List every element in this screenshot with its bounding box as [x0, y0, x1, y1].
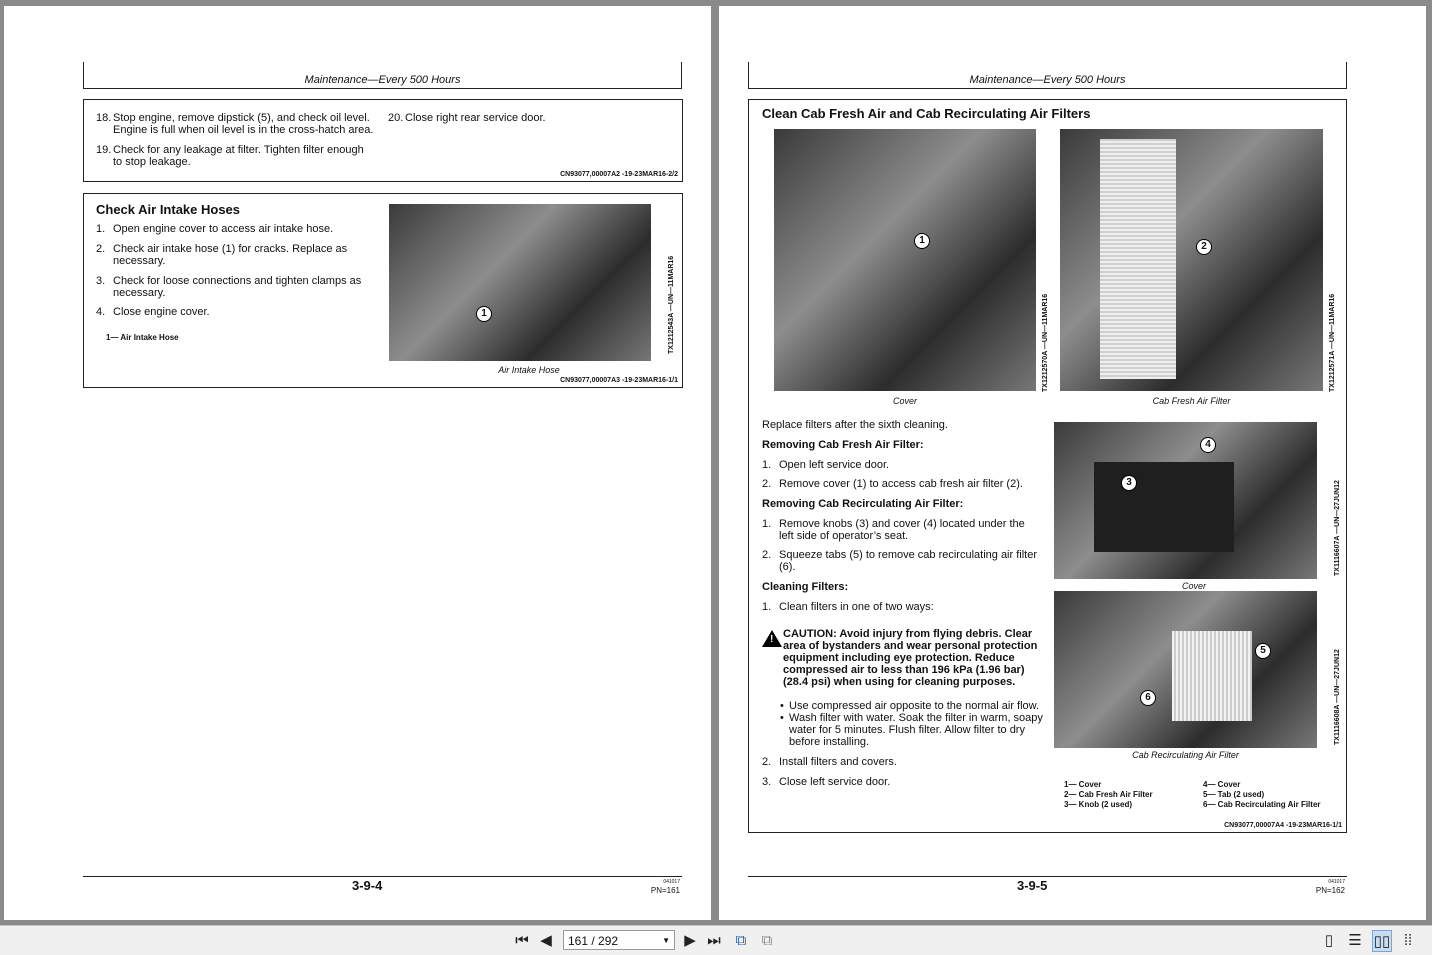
next-page-icon[interactable]: ▶ [684, 932, 696, 949]
callout-6: 6 [1140, 690, 1156, 706]
subheading-recirc: Removing Cab Recirculating Air Filter: [762, 498, 964, 510]
photo-code: TX1212543A —UN—11MAR16 [668, 255, 675, 354]
callout-4: 4 [1200, 437, 1216, 453]
callout-3: 3 [1121, 475, 1137, 491]
fit-width-icon[interactable]: ⧉ [761, 932, 773, 949]
photo1-caption: Cover [892, 396, 917, 406]
cover-photo [774, 129, 1036, 391]
chevron-down-icon: ▼ [662, 936, 670, 945]
photo3-code: TX1116607A —UN—27JUN12 [1334, 480, 1341, 576]
filters-section: Clean Cab Fresh Air and Cab Recirculating Air Filters 1 TX1212570A —UN—11MAR16 Cover 2 TX1212571A —UN—11MAR16 Cab Fresh Air Filter Replace filters after the sixth cleaning. Removing Cab Fresh Air Filter: 1. Open left service door. 2. Remove cover (1) to access cab fresh air filter (2). Removing Cab Recirculating Air Filter: 1. Remove knobs (3) and cover (4) located under the left side of operator’s seat. 2. Squeeze tabs (5) to remove cab recirculating air filter (6). Cleaning Filters: 1. Clean filters in one of two ways: ! CAUTION: Avoid injury from flying debris. Clear area of bystanders and wear personal protection equipment including eye protection. Reduce compressed air to less than 196 kPa (1.96 bar) (28.4 psi) when using for cleaning purposes. • Use compressed air opposite to the normal air flow. • Wash filter with water. Soak the filter in warm, soapy water for 5 minutes. Flush filter. Allow filter to dry before installing. 2. Install filters and covers. 3. Close left service door. 3 4 TX1116607A —UN—27JUN12 Cover 5 6 TX1116608A —UN—27JUN12 Cab Recirculating Air Filter 1— Cover 2— Cab Fresh Air Filter 3— Knob (2 used) 4— Cover 5— Tab (2 used) 6— Cab Recirculating Air Filter CN93077,00007A4 -19-23MAR16-1/1 [748, 99, 1347, 833]
photo-caption: Air Intake Hose [498, 365, 560, 375]
pn-small: 041017 [1328, 879, 1345, 885]
photo3-caption: Cover [1181, 581, 1206, 591]
legend-col-1: 1— Cover 2— Cab Fresh Air Filter 3— Knob (2 used) [1064, 780, 1153, 809]
air-intake-section: Check Air Intake Hoses 1. Open engine cover to access air intake hose. 2. Check air intake hose (1) for cracks. Replace as necessary. 3. Check for loose connections and tighten clamps as necessary. 4. Close engine cover. 1— Air Intake Hose 1 TX1212543A —UN—11MAR16 Air Intake Hose CN93077,00007A3 -19-23MAR16-1/1 [83, 193, 683, 388]
right-page [719, 6, 1426, 920]
page-number: 3-9-4 [352, 878, 383, 893]
prev-page-icon[interactable]: ◀ [540, 932, 552, 949]
subheading-cleaning: Cleaning Filters: [762, 581, 849, 593]
continuous-icon[interactable]: ☰ [1348, 932, 1362, 949]
footer-rule [83, 876, 682, 877]
bullet-2: Wash filter with water. Soak the filter in warm, soapy water for 5 minutes. Flush filter. Allow filter to dry before installing. [789, 712, 1043, 748]
photo1-code: TX1212570A —UN—11MAR16 [1042, 293, 1049, 392]
pn-small: 041017 [663, 879, 680, 885]
warning-icon: ! [762, 630, 782, 647]
caution-text: CAUTION: Avoid injury from flying debris. Clear area of bystanders and wear personal protection equipment including eye protection. Reduce compressed air to less than 196 kPa (1.96 bar) (28.4 psi) when using for cleaning purposes. [783, 628, 1038, 688]
subheading-fresh: Removing Cab Fresh Air Filter: [762, 439, 924, 451]
page-header: Maintenance—Every 500 Hours [83, 62, 682, 89]
left-page [4, 6, 711, 920]
callout-5: 5 [1255, 643, 1271, 659]
page-number: 3-9-5 [1017, 878, 1048, 893]
filter-pleats [1172, 631, 1252, 721]
callout-1: 1 [476, 306, 492, 322]
filter-pleats [1100, 139, 1176, 379]
knob-cover-photo [1054, 422, 1317, 579]
bullet-1: Use compressed air opposite to the normal air flow. [789, 700, 1040, 712]
bullet-mark-2: • [780, 712, 784, 724]
fit-page-icon[interactable]: ⧉ [735, 932, 747, 949]
callout-2: 2 [1196, 239, 1212, 255]
two-page-continuous-icon[interactable]: ⁞⁞ [1403, 932, 1413, 949]
reference-code: CN93077,00007A3 -19-23MAR16-1/1 [560, 377, 678, 384]
reference-code: CN93077,00007A2 -19-23MAR16-2/2 [560, 171, 678, 178]
cover-plate [1094, 462, 1234, 552]
pn-label: PN=161 [650, 886, 680, 895]
page-number-select[interactable] [563, 930, 675, 950]
photo4-code: TX1116608A —UN—27JUN12 [1334, 649, 1341, 745]
legend-col-2: 4— Cover 5— Tab (2 used) 6— Cab Recirculating Air Filter [1203, 780, 1321, 809]
section-title: Check Air Intake Hoses [96, 202, 241, 217]
page-header: Maintenance—Every 500 Hours [748, 62, 1347, 89]
photo2-caption: Cab Fresh Air Filter [1152, 396, 1231, 406]
single-page-icon[interactable]: ▯ [1324, 932, 1334, 949]
intro-text: Replace filters after the sixth cleaning. [762, 419, 948, 431]
page-number-value: 161 / 292 [568, 934, 619, 948]
last-page-icon[interactable]: ⏭ [707, 932, 721, 949]
bullet-mark-1: • [780, 700, 784, 712]
legend: 1— Air Intake Hose [106, 333, 179, 342]
footer-rule [748, 876, 1347, 877]
viewer-toolbar [0, 925, 1432, 955]
recirc-filter-photo [1054, 591, 1317, 748]
photo4-caption: Cab Recirculating Air Filter [1132, 750, 1239, 760]
first-page-icon[interactable]: ⏮ [515, 932, 529, 949]
air-intake-photo [389, 204, 651, 361]
fresh-air-filter-photo [1060, 129, 1323, 391]
pn-label: PN=162 [1315, 886, 1345, 895]
steps-box-top: 18. Stop engine, remove dipstick (5), and check oil level. Engine is full when oil level is in the cross-hatch area. 19. Check for any leakage at filter. Tighten filter enough to stop leakage. 20. Close right rear service door. CN93077,00007A2 -19-23MAR16-2/2 [83, 99, 683, 182]
two-page-icon[interactable]: ▯▯ [1372, 930, 1392, 952]
reference-code: CN93077,00007A4 -19-23MAR16-1/1 [1224, 822, 1342, 829]
photo2-code: TX1212571A —UN—11MAR16 [1329, 293, 1336, 392]
callout-1: 1 [914, 233, 930, 249]
section-title: Clean Cab Fresh Air and Cab Recirculating Air Filters [762, 106, 1091, 121]
